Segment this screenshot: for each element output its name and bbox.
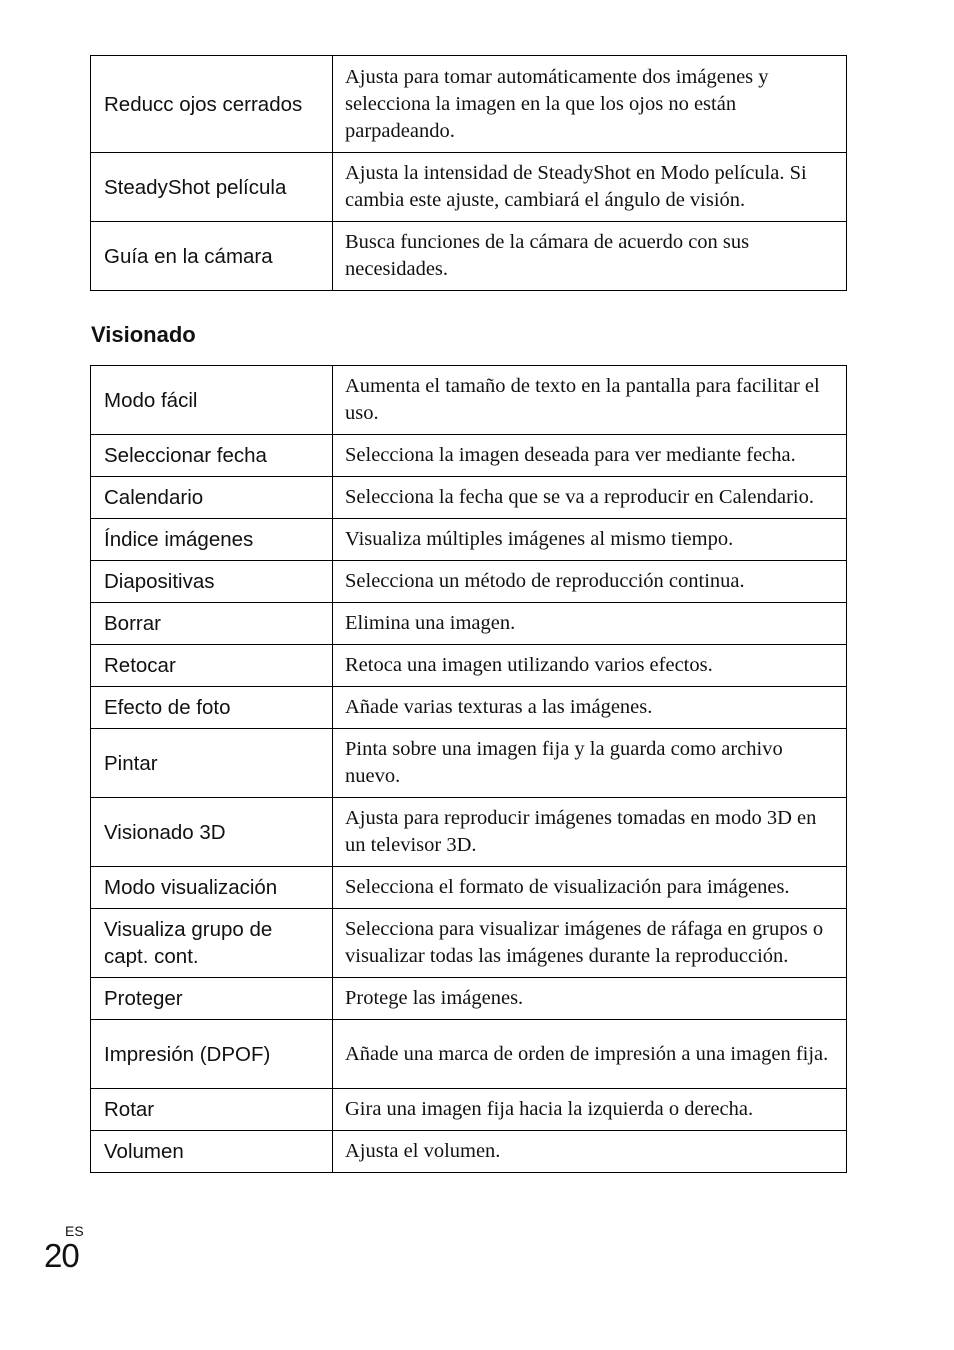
setting-name: Guía en la cámara [91, 222, 333, 291]
table-row [91, 153, 847, 222]
setting-description: Ajusta la intensidad de SteadyShot en Modo película. Si cambia este ajuste, cambiará el ángulo de visión. [333, 153, 847, 222]
table-row [91, 1131, 847, 1173]
setting-description: Aumenta el tamaño de texto en la pantalla para facilitar el uso. [333, 366, 847, 435]
setting-description: Retoca una imagen utilizando varios efectos. [333, 645, 847, 687]
setting-description: Gira una imagen fija hacia la izquierda o derecha. [333, 1089, 847, 1131]
setting-description: Selecciona el formato de visualización para imágenes. [333, 867, 847, 909]
setting-description: Pinta sobre una imagen fija y la guarda como archivo nuevo. [333, 729, 847, 798]
setting-name: SteadyShot película [91, 153, 333, 222]
setting-description: Ajusta el volumen. [333, 1131, 847, 1173]
table-row [91, 435, 847, 477]
table-row [91, 56, 847, 153]
table-row [91, 1089, 847, 1131]
setting-name: Calendario [91, 477, 333, 519]
settings-table [90, 55, 847, 291]
table-row [91, 1020, 847, 1089]
section-title: Visionado [91, 322, 196, 347]
table-row [91, 366, 847, 435]
setting-name: Borrar [91, 603, 333, 645]
setting-name: Proteger [91, 978, 333, 1020]
page-number: 20 [44, 1237, 79, 1274]
setting-name: Diapositivas [91, 561, 333, 603]
setting-name: Índice imágenes [91, 519, 333, 561]
table-row [91, 687, 847, 729]
setting-description: Ajusta para tomar automáticamente dos imágenes y selecciona la imagen en la que los ojos no están parpadeando. [333, 56, 847, 153]
table-row [91, 909, 847, 978]
setting-description: Ajusta para reproducir imágenes tomadas en modo 3D en un televisor 3D. [333, 798, 847, 867]
language-code: ES [65, 1223, 84, 1239]
setting-name: Modo visualización [91, 867, 333, 909]
setting-description: Elimina una imagen. [333, 603, 847, 645]
setting-name: Efecto de foto [91, 687, 333, 729]
setting-description: Protege las imágenes. [333, 978, 847, 1020]
table-row [91, 978, 847, 1020]
setting-name: Visualiza grupo de capt. cont. [91, 909, 333, 978]
setting-description: Visualiza múltiples imágenes al mismo tiempo. [333, 519, 847, 561]
setting-description: Busca funciones de la cámara de acuerdo con sus necesidades. [333, 222, 847, 291]
setting-name: Visionado 3D [91, 798, 333, 867]
setting-description: Selecciona un método de reproducción continua. [333, 561, 847, 603]
table-row [91, 729, 847, 798]
setting-description: Añade una marca de orden de impresión a una imagen fija. [333, 1020, 847, 1089]
table-row [91, 603, 847, 645]
table-row [91, 477, 847, 519]
table-row [91, 645, 847, 687]
table-row [91, 561, 847, 603]
setting-description: Añade varias texturas a las imágenes. [333, 687, 847, 729]
setting-description: Selecciona la imagen deseada para ver mediante fecha. [333, 435, 847, 477]
setting-name: Modo fácil [91, 366, 333, 435]
setting-name: Rotar [91, 1089, 333, 1131]
viewing-table [90, 365, 847, 1173]
table-row [91, 222, 847, 291]
setting-name: Impresión (DPOF) [91, 1020, 333, 1089]
setting-name: Retocar [91, 645, 333, 687]
setting-name: Seleccionar fecha [91, 435, 333, 477]
setting-name: Pintar [91, 729, 333, 798]
table-row [91, 798, 847, 867]
table-row [91, 867, 847, 909]
setting-description: Selecciona para visualizar imágenes de ráfaga en grupos o visualizar todas las imágenes durante la reproducción. [333, 909, 847, 978]
table-row [91, 519, 847, 561]
setting-name: Volumen [91, 1131, 333, 1173]
setting-name: Reducc ojos cerrados [91, 56, 333, 153]
setting-description: Selecciona la fecha que se va a reproducir en Calendario. [333, 477, 847, 519]
